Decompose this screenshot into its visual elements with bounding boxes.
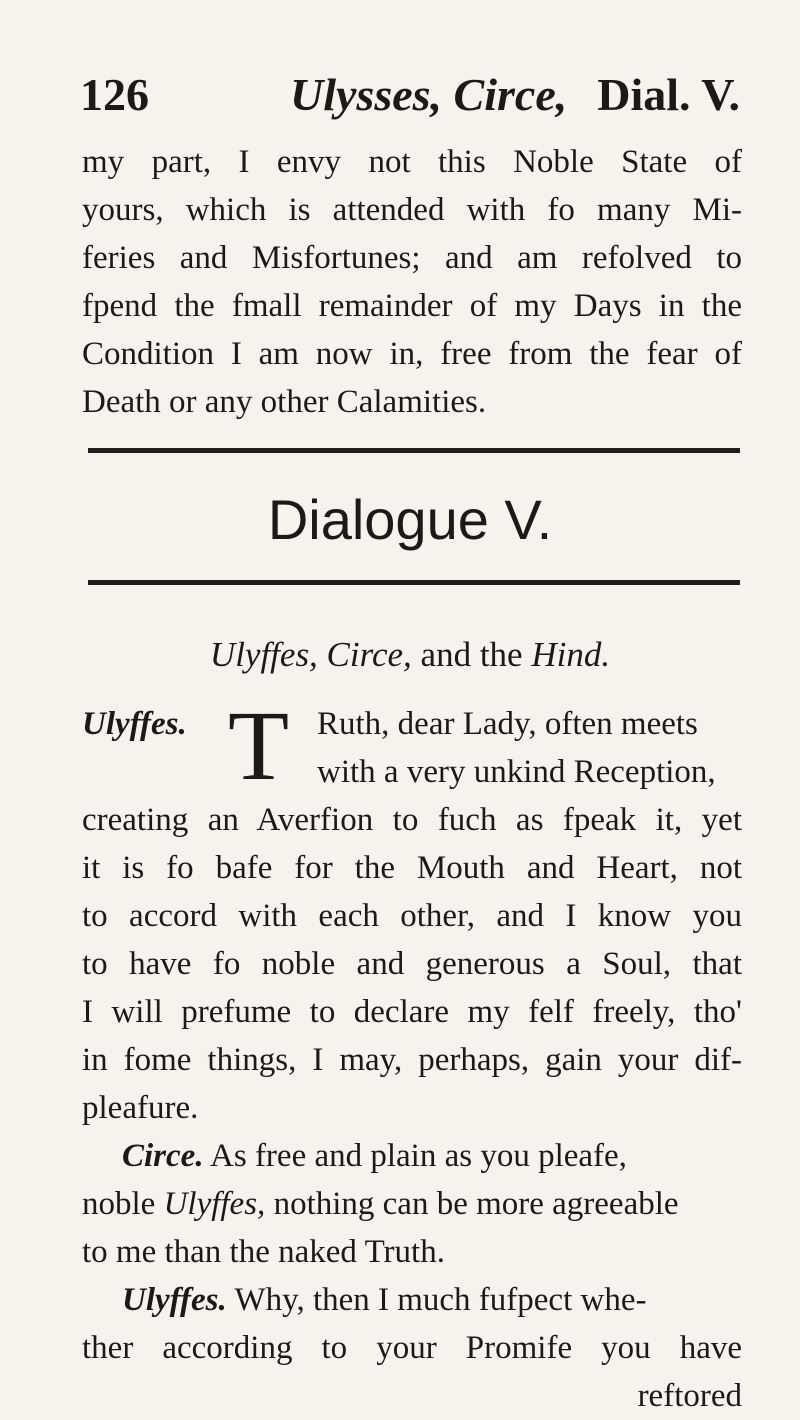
text-line: creating an Averfion to fuch as fpeak it, yet <box>82 802 742 838</box>
speech-text: Why, then I much fufpect whe- <box>234 1282 647 1318</box>
speaker-label: Circe. <box>122 1138 204 1174</box>
text-line: fpend the fmall remainder of my Days in the <box>82 288 742 324</box>
text-line: to have fo noble and generous a Soul, that <box>82 946 742 982</box>
text-line: pleafure. <box>82 1090 199 1126</box>
speech-name: Ulyffes, <box>163 1186 266 1222</box>
text-line <box>82 700 742 748</box>
speech-text: with a very unkind Reception, <box>317 754 716 790</box>
running-title: Ulysses, Circe, <box>290 69 568 120</box>
text-line <box>82 1276 742 1324</box>
text-line <box>82 748 742 796</box>
speech-ulysses-2 <box>82 1276 742 1420</box>
text-line: in fome things, I may, perhaps, gain your dif- <box>82 1042 742 1078</box>
text-line: to accord with each other, and I know you <box>82 898 742 934</box>
text-line <box>82 1180 742 1228</box>
text-line: ther according to your Promife you have <box>82 1330 742 1366</box>
intro-paragraph <box>82 138 742 426</box>
speech-text: As free and plain as you pleafe, <box>210 1138 627 1174</box>
persons-names: Ulyffes, Circe, <box>209 635 412 674</box>
text-line: it is fo bafe for the Mouth and Heart, not <box>82 850 742 886</box>
text-line: my part, I envy not this Noble State of <box>82 144 742 180</box>
top-rule <box>88 448 740 453</box>
dramatis-personae <box>80 630 740 680</box>
dialogue-heading: Dialogue V. <box>267 488 553 551</box>
speech-text: noble <box>82 1186 156 1222</box>
catchword: reftored <box>637 1378 742 1414</box>
text-line: yours, which is attended with fo many Mi- <box>82 192 742 228</box>
speaker-label: Ulyffes. <box>122 1282 227 1318</box>
speech-circe <box>82 1132 742 1276</box>
text-line: Death or any other Calamities. <box>82 384 487 420</box>
speaker-label: Ulyffes. <box>82 706 187 742</box>
bottom-rule <box>88 580 740 585</box>
running-header <box>80 68 740 128</box>
text-line: Condition I am now in, free from the fear of <box>82 336 742 372</box>
drop-cap: T <box>228 690 290 801</box>
text-line: feries and Misfortunes; and am refolved to <box>82 240 742 276</box>
page-number: 126 <box>80 69 149 120</box>
dialogue-reference: Dial. V. <box>597 69 740 120</box>
speech-ulysses-1 <box>82 700 742 1132</box>
persons-hind: Hind. <box>531 635 611 674</box>
speech-text: Ruth, dear Lady, often meets <box>317 706 698 742</box>
text-line: I will prefume to declare my felf freely, tho' <box>82 994 742 1030</box>
speech-text: nothing can be more agreeable <box>273 1186 679 1222</box>
text-line: to me than the naked Truth. <box>82 1234 445 1270</box>
text-line <box>82 1132 742 1180</box>
persons-and: and the <box>420 635 523 674</box>
